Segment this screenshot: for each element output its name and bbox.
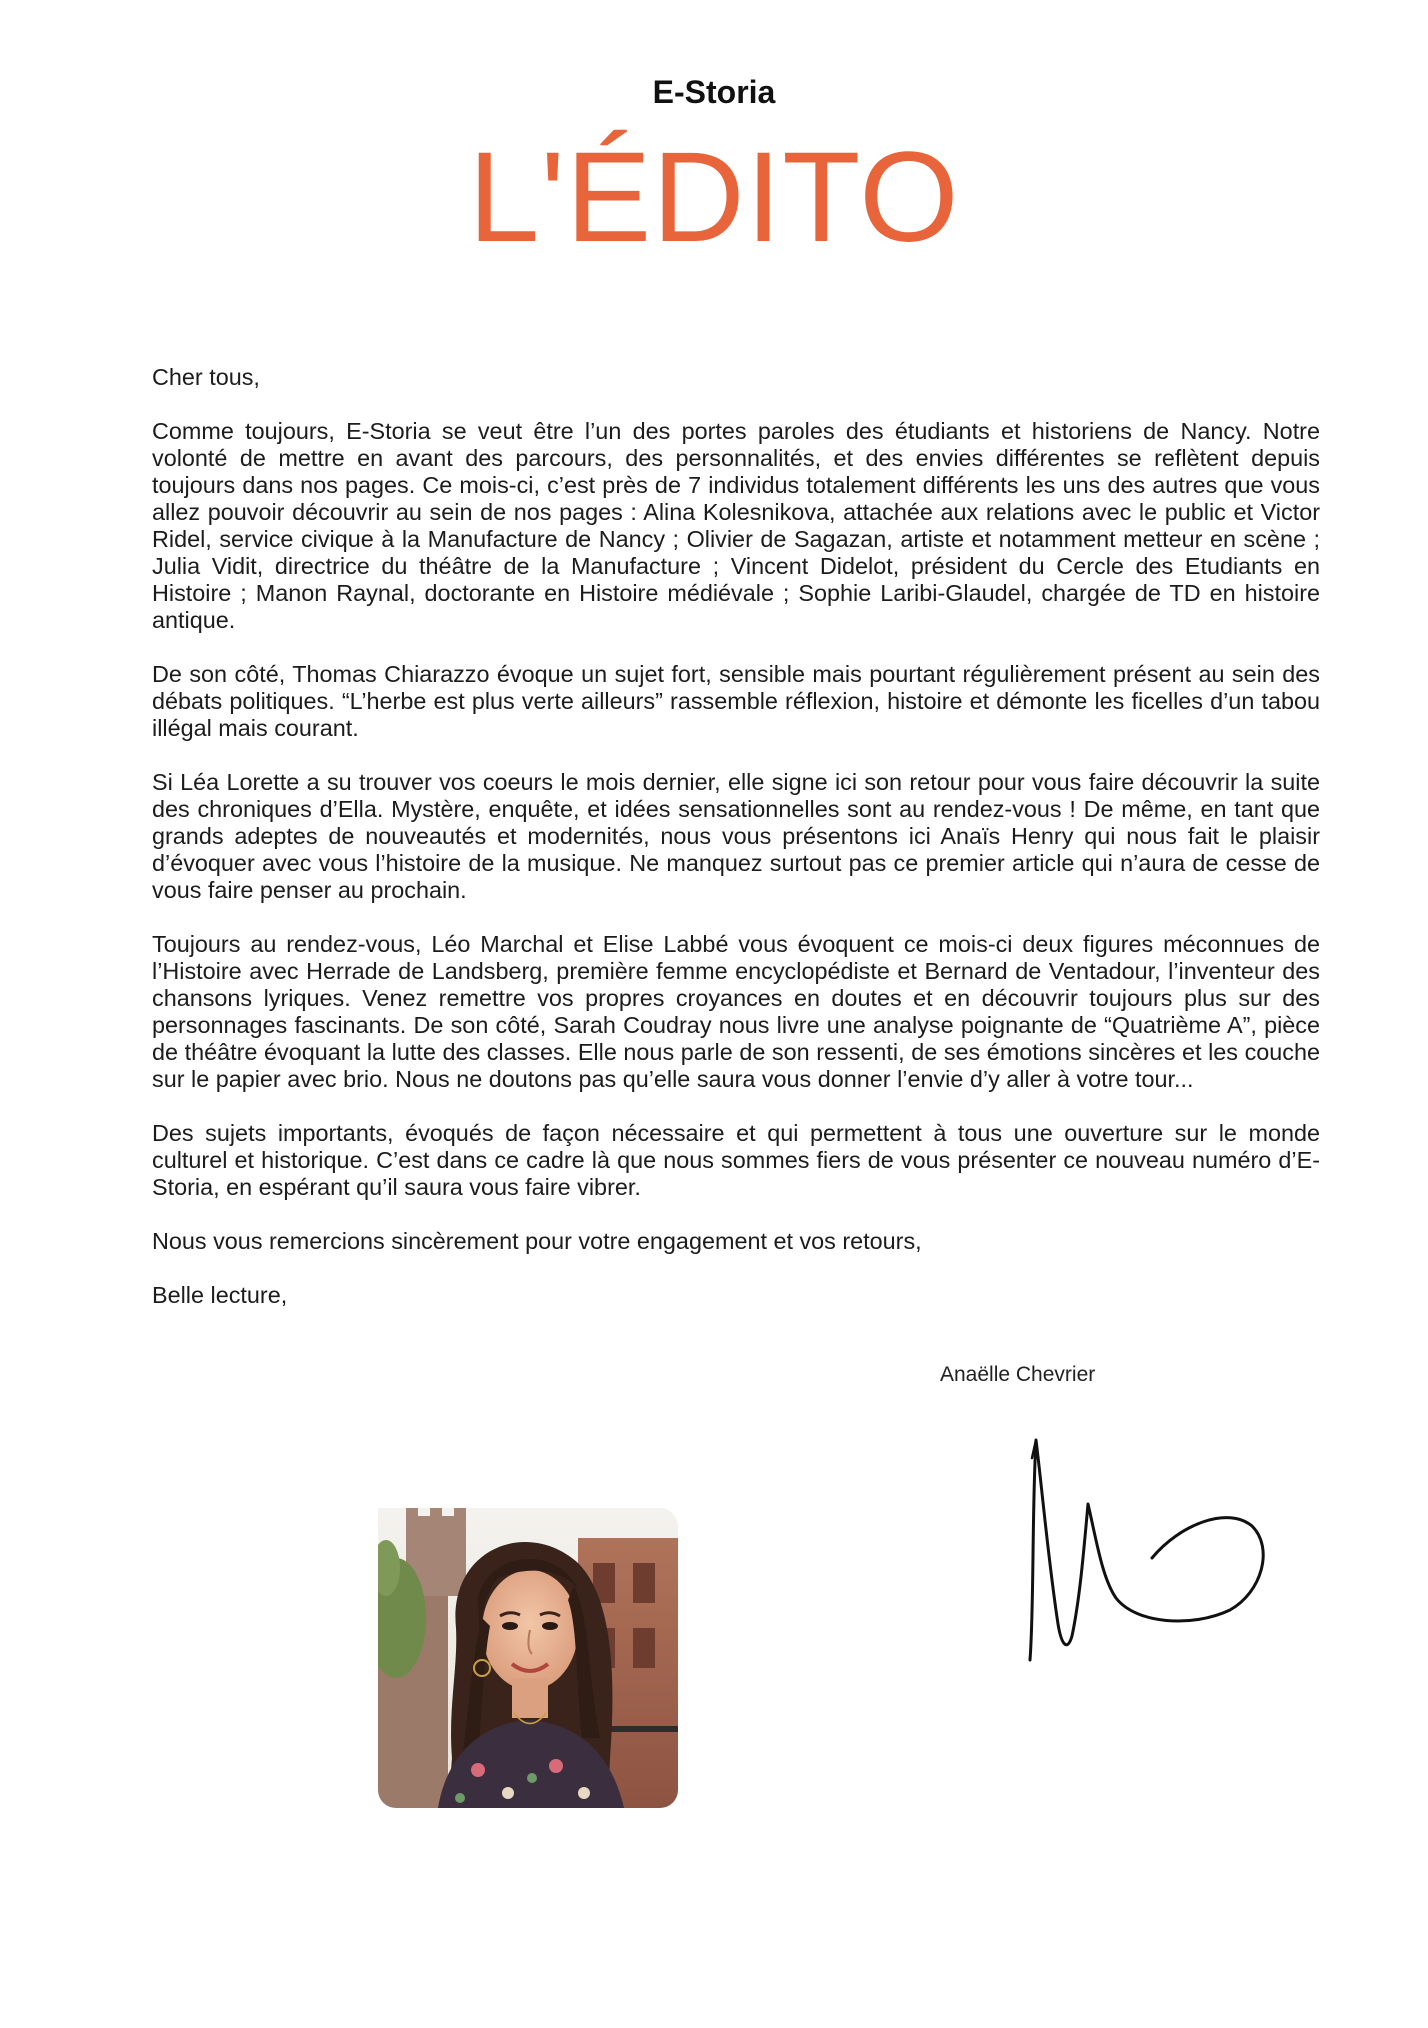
magazine-name: E-Storia xyxy=(652,74,776,110)
thanks-line: Nous vous remercions sincèrement pour votre engagement et vos retours, xyxy=(152,1228,922,1254)
paragraph-5: Des sujets importants, évoqués de façon nécessaire et qui permettent à tous une ouverture sur le monde culturel et historique. C’est dans ce cadre là que nous sommes fiers de vous présenter ce nouveau numéro d’E-Storia, en espérant qu’il saura vous faire vibrer. xyxy=(152,1120,1320,1200)
author-name: Anaëlle Chevrier xyxy=(940,1363,1096,1386)
page-title: L'ÉDITO xyxy=(468,126,960,269)
signature-image xyxy=(1012,1428,1272,1664)
paragraph-3: Si Léa Lorette a su trouver vos coeurs le mois dernier, elle signe ici son retour pour vous faire découvrir la suite des chroniques d’Ella. Mystère, enquête, et idées sensationnelles sont au rendez-vous ! De même, en tant que grands adeptes de nouveautés et modernités, nous vous présentons ici Anaïs Henry qui nous fait le plaisir d’évoquer avec vous l’histoire de la musique. Ne manquez surtout pas ce premier article qui n’aura de cesse de vous faire penser au prochain. xyxy=(152,769,1320,903)
author-photo xyxy=(378,1508,678,1808)
editorial-letter xyxy=(152,364,1320,1336)
portrait-illustration xyxy=(378,1508,678,1808)
paragraph-4: Toujours au rendez-vous, Léo Marchal et Elise Labbé vous évoquent ce mois-ci deux figures méconnues de l’Histoire avec Herrade de Landsberg, première femme encyclopédiste et Bernard de Ventadour, l’inventeur des chansons lyriques. Venez remettre vos propres croyances en doutes et en découvrir toujours plus sur des personnages fascinants. De son côté, Sarah Coudray nous livre une analyse poignante de “Quatrième A”, pièce de théâtre évoquant la lutte des classes. Elle nous parle de son ressenti, de ses émotions sincères et les couche sur le papier avec brio. Nous ne doutons pas qu’elle saura vous donner l’envie d’y aller à votre tour... xyxy=(152,931,1320,1092)
greeting: Cher tous, xyxy=(152,364,260,390)
paragraph-1: Comme toujours, E-Storia se veut être l’un des portes paroles des étudiants et historiens de Nancy. Notre volonté de mettre en avant des parcours, des personnalités, et des envies différentes se reflètent depuis toujours dans nos pages. Ce mois-ci, c’est près de 7 individus totalement différents les uns des autres que vous allez pouvoir découvrir au sein de nos pages : Alina Kolesnikova, attachée aux relations avec le public et Victor Ridel, service civique à la Manufacture de Nancy ; Olivier de Sagazan, artiste et notamment metteur en scène ; Julia Vidit, directrice du théâtre de la Manufacture ; Vincent Didelot, président du Cercle des Etudiants en Histoire ; Manon Raynal, doctorante en Histoire médiévale ; Sophie Laribi-Glaudel, chargée de TD en histoire antique. xyxy=(152,418,1320,633)
paragraph-2: De son côté, Thomas Chiarazzo évoque un sujet fort, sensible mais pourtant régulièrement présent au sein des débats politiques. “L’herbe est plus verte ailleurs” rassemble réflexion, histoire et démonte les ficelles d’un tabou illégal mais courant. xyxy=(152,661,1320,741)
closing-line: Belle lecture, xyxy=(152,1282,288,1308)
